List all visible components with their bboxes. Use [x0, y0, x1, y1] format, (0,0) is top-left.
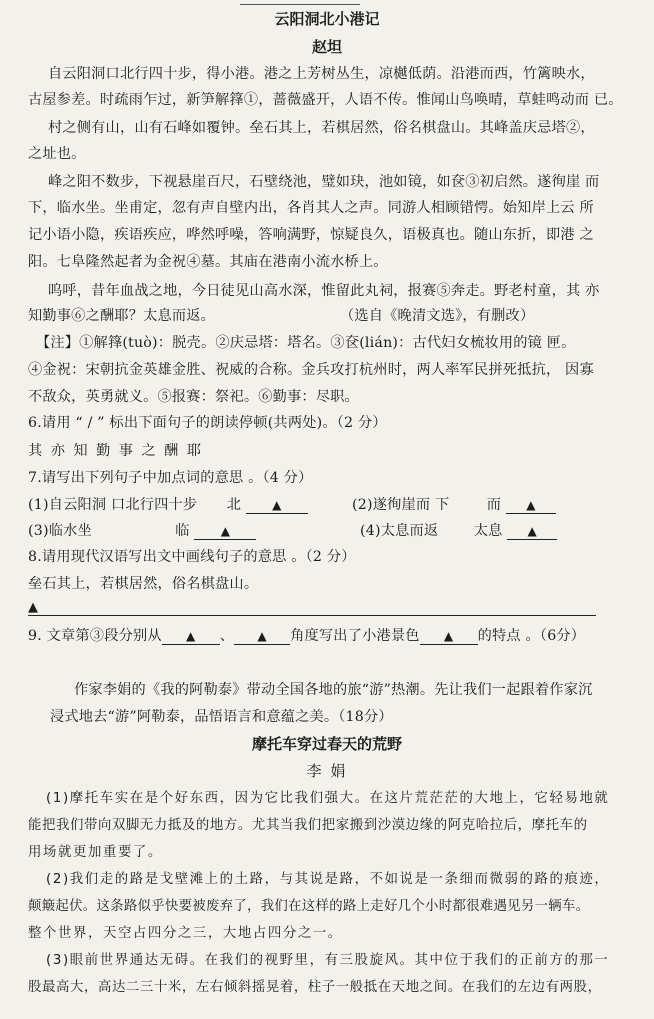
passage1-note: 不敌众，英勇就义。⑤报赛：祭祀。⑥勤事：尽职。 [28, 389, 359, 405]
question-6-sentence: 其 亦 知 勤 事 之 酬 耶 [28, 443, 204, 459]
answer-blank[interactable] [234, 628, 290, 645]
passage1-line: 之址也。 [28, 146, 86, 162]
answer-marker: ▲ [28, 600, 39, 615]
question-8-sentence: 垒石其上，若棋居然，俗名棋盘山。 [28, 576, 259, 592]
q9-middle: 角度写出了小港景色 [290, 628, 420, 644]
answer-blank[interactable] [507, 523, 557, 540]
passage2-line: (3)眼前世界通达无碍。在我们的视野里，有三股旋风。其中位于我们的正前方的那一 [46, 953, 610, 968]
passage2-line: 整个世界，天空占四分之三，大地占四分之一。 [28, 926, 343, 941]
passage1-line: 下，临水坐。坐甫定，忽有声自壁内出，各肖其人之声。同游人相顾错愕。始知岸上云 所 [28, 200, 594, 216]
answer-marker: ▲ [526, 498, 536, 512]
item-1-word: 北 [226, 497, 242, 513]
answer-marker: ▲ [443, 629, 454, 643]
item-4-word: 太息 [473, 523, 503, 539]
answer-marker: ▲ [272, 498, 282, 512]
passage2-author: 李 娟 [306, 762, 348, 780]
passage1-line: 记小语小隐，疾语疾应，哗然呼噪，答响满野，惊疑良久，语极真也。随山东折，即港 之 [28, 227, 594, 243]
answer-marker: ▲ [527, 524, 537, 538]
question-7-item-3 [28, 520, 328, 540]
item-4-text: (4)太息而返 [360, 523, 439, 539]
answer-blank[interactable] [420, 628, 478, 645]
answer-marker: ▲ [220, 524, 231, 538]
q9-suffix: 的特点 。（6分） [477, 628, 586, 644]
answer-blank[interactable] [194, 523, 256, 540]
passage1-line: 知勤事⑥之酬耶？太息而返。 [28, 308, 216, 324]
item-2-text: (2)遂徇崖而 下 [352, 497, 450, 513]
passage2-line: (2)我们走的路是戈壁滩上的土路，与其说是路，不如说是一条细而微弱的路的痕迹， [46, 872, 610, 887]
answer-marker: ▲ [186, 629, 196, 643]
q9-prefix: 9. 文章第③段分别从 [28, 628, 162, 644]
passage2-line: 能把我们带向双脚无力抵及的地方。尤其当我们把家搬到沙漠边缘的阿克哈拉后，摩托车的 [28, 818, 588, 833]
passage1-line: 自云阳洞口北行四十步，得小港。港之上芳树丛生，凉樾低荫。沿港而西，竹篱映水， [48, 66, 595, 82]
passage1-note: ④金祝：宋朝抗金英雄金胜、祝威的合称。金兵攻打杭州时，两人率军民拼死抵抗， 因寡 [28, 362, 594, 378]
passage1-line: 呜呼，昔年血战之地，今日徒见山高水深，惟留此丸祠，报赛⑤奔走。野老村童，其 亦 [48, 283, 600, 299]
answer-blank[interactable] [506, 497, 556, 514]
passage2-intro: 浸式地去“游”阿勒泰，品悟语言和意蕴之美。（18分） [50, 709, 393, 725]
answer-marker: ▲ [257, 629, 267, 643]
passage2-line: 颠簸起伏。这条路似乎快要被废弃了，我们在这样的路上走好几个小时都很难遇见另一辆车。 [28, 899, 590, 914]
item-3-text: (3)临水坐 [28, 523, 92, 539]
passage1-line: 古屋参差。时疏雨乍过，新笋解箨①，蔷薇盛开，人语不传。惟闻山鸟唤晴，草蛙鸣动而 已。 [28, 92, 623, 108]
passage2-intro: 作家李娟的《我的阿勒泰》带动全国各地的旅“游”热潮。先让我们一起跟着作家沉 [74, 682, 593, 698]
question-8-stem: 8.请用现代汉语写出文中画线句子的意思 。（2 分） [28, 549, 356, 565]
q9-separator: 、 [219, 628, 235, 644]
passage1-source: （选自《晚清文选》，有删改） [340, 308, 535, 324]
passage2-line: (1)摩托车实在是个好东西，因为它比我们强大。在这片荒茫茫的大地上，它轻易地就 [46, 791, 610, 806]
passage1-line: 村之侧有山，山有石峰如覆钟。垒石其上，若棋居然，俗名棋盘山。其峰盖庆忌塔②， [48, 120, 595, 136]
question-9 [28, 625, 644, 645]
top-edge-mark [240, 4, 360, 5]
answer-blank[interactable] [246, 497, 308, 514]
item-3-word: 临 [175, 523, 190, 539]
item-2-word: 而 [486, 497, 502, 513]
passage1-line: 峰之阳不数步，下视悬崖百尺，石壁绕池，璧如玦，池如镜，如奁③初启然。遂徇崖 而 [48, 174, 600, 190]
item-1-text: (1)自云阳洞 口北行四十步 [28, 497, 198, 513]
passage2-title: 摩托车穿过春天的荒野 [251, 735, 402, 753]
answer-blank[interactable] [162, 628, 220, 645]
question-7-item-1 [28, 494, 328, 514]
passage1-line: 阳。七阜隆然起者为金祝④墓。其庙在港南小流水桥上。 [28, 254, 388, 270]
passage1-author: 赵坦 [311, 38, 342, 56]
question-7-item-4 [360, 520, 622, 540]
passage1-note: 【注】①解箨(tuò)：脱壳。②庆忌塔：塔名。③奁(lián)：古代妇女梳妆用的镜 匣。 [36, 335, 576, 351]
question-7-stem: 7.请写出下列句子中加点词的意思 。（4 分） [28, 470, 313, 486]
question-6-stem: 6.请用 “ / ” 标出下面句子的朗读停顿(共两处)。（2 分） [28, 415, 387, 431]
answer-line[interactable] [28, 615, 596, 616]
passage1-title: 云阳洞北小港记 [274, 10, 380, 28]
question-7-item-2 [352, 494, 622, 514]
passage2-line: 股最高大，高达二三十米，左右倾斜摇晃着，柱子一般抵在天地之间。在我们的左边有两股， [28, 980, 602, 995]
passage2-line: 用场就更加重要了。 [28, 845, 163, 860]
